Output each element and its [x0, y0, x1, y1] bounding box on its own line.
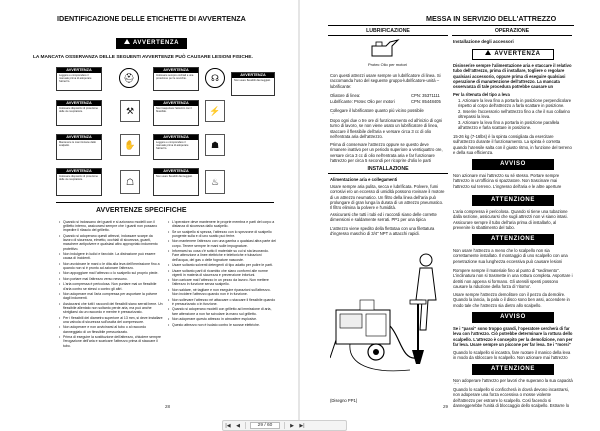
bullet-item — [168, 317, 276, 321]
paragraph-3: Quando lo scalpello si incastra, fare ruotare il manico della leva in modo da sbloccare lo scalpello. Non azionare mai l'attrezzo — [453, 350, 571, 361]
box-text: Indossare dispositivi di protezione delle vie respiratorie. — [59, 175, 98, 182]
next-page-icon: ▶ — [290, 422, 294, 429]
step-1: 1. Azionare la leva fino a portarla in posizione perpendicolare rispetto al corpo dell'attrezzo a farla scattare in posizione. — [458, 98, 572, 108]
right-page — [300, 0, 600, 420]
bullet-dot: • — [59, 325, 61, 330]
bullet-text: Non mantenere l'attrezzo con una gamba o qualsiasi altra parte del corpo. Tenere sempre le mani sulle impugnature. — [172, 239, 276, 248]
hand-icon: ✋ — [120, 134, 140, 156]
bullets-column-2 — [168, 220, 276, 415]
paragraph-1: Rompere sempre il materiale fino al punto di "sedimento". L'inclinatura non si trasmette in una rottura completa. Asportare i detriti non appena si formano. Gli utensili spenti possono causare la riduzione della forza di 'ritorno'. — [453, 268, 573, 289]
step-3: 3. Azionare la leva fino a portarla in posizione parallela all'attrezzo e farla scattare in posizione. — [458, 120, 560, 130]
bullet-item — [168, 249, 276, 262]
paragraph-4: Quando lo scalpello si conficcherà in dovrà devono incastrarsi, non adoperare una forza eccessiva o mosse violente dell'attrezzo per estrarre lo scalpello. Così facendo si danneggerebbe l'unità di bloccaggio dello scalpello. Estrarre lo — [453, 387, 570, 408]
warning-label-box — [153, 168, 199, 196]
caution-text-2: Non usare l'attrezzo a meno che lo scalpello non sia correttamente installato. Il montaggio di uno scalpello con una penetrazione sua lunghezza eccessiva può causare lesioni — [453, 248, 568, 264]
warning-banner — [472, 49, 554, 60]
lubricator-label: Oliatore di linea: — [330, 93, 361, 98]
box-header: AVVERTENZA — [154, 135, 198, 140]
oil-can-icon — [368, 38, 402, 60]
bullet-text: Non portare mai l'attrezzo verso nessuno. — [63, 276, 128, 281]
goggles-helmet-icon: ⛑ — [119, 68, 139, 88]
bullet-item — [59, 252, 163, 260]
caution-banner-2: ATTENZIONE — [472, 234, 554, 245]
bullet-item — [59, 234, 163, 251]
page-number-input[interactable]: 29 / 60 — [250, 422, 280, 429]
bullet-dot: • — [59, 276, 61, 281]
bullet-dot: • — [168, 268, 170, 273]
bullet-text: Non saldare, né tagliare e non eseguire riparazioni sull'attrezzo. Non incidere l'attrezzo quando non è in funzione. — [172, 287, 271, 297]
box-text: Non usare flessibili danneggiati. — [156, 175, 193, 178]
warning-label-box — [153, 67, 199, 91]
accessories-title: Installazione degli accessori — [453, 39, 514, 44]
bullet-dot: • — [168, 249, 170, 254]
lubrication-text-4: Prima di conservare l'attrezzo oppure se questo deve rimanere inattivo per un periodo superiore a ventiquattro ore, versare circa 3 cc di olio nell'entrata aria e far funzionare l'attrezzo per circa 5 secondi per ricoprire d'olio le parti — [330, 142, 443, 163]
bullet-item — [168, 323, 276, 327]
bullet-item — [168, 220, 276, 228]
col-divider — [328, 173, 448, 174]
bullet-dot: • — [168, 317, 170, 322]
operator-icon: ☖ — [120, 170, 140, 194]
box-text: Indossare sempre occhiali e una protezione per le orecchie. — [156, 74, 194, 81]
lubrication-text: Con questi attrezzi usare sempre un lubrificatore di linea. Si raccomanda l'uso del seguente gruppo-lubrificatore-unità – lubrificante: — [330, 73, 441, 89]
notice-banner-2: AVVISO — [472, 312, 554, 323]
person-drilling-icon: ⚒ — [120, 100, 140, 122]
lubricator-value: CPN: 35371111 — [411, 93, 440, 98]
bullet-dot: • — [168, 278, 170, 283]
bullet-text: Questo attrezzo non è isolato contro le scosse elettriche. — [172, 322, 260, 327]
air-supply-text-2: Assicurarsi che tutti i tubi ed i raccordi siano delle corrette dimensioni e saldamente serrati. PP1 per una tipica — [330, 212, 437, 223]
oil-label: Lubrificante: Protec Olio per motori — [330, 99, 395, 104]
warning-label-box — [56, 134, 102, 160]
bullets-column-1 — [59, 220, 163, 415]
box-header: AVVERTENZA — [154, 101, 198, 106]
box-header: AVVERTENZA — [57, 169, 101, 174]
lubrication-header: LUBRIFICAZIONE — [366, 28, 410, 34]
lubrication-text-2: Collegare il lubrificatore quanto più vicino possibile — [330, 108, 424, 113]
paragraph-2: Usare sempre l'attrezzo demolitore con il pezzo da demolire. Quando la lancia, la pala o il disco sono ben assi, accendere in modo tale che l'attrezzo sia dietro allo scalpello. — [453, 292, 570, 308]
bullet-text: Quando si adoperano questi attrezzi, indossare scarpe da lavoro di sicurezza, elmetto, occhiali di sicurezza, guanti, maschere antipolvere e qualsiasi altro appropriato indumento protettivo. — [63, 233, 158, 251]
bullet-dot: • — [59, 261, 61, 266]
first-page-button[interactable] — [223, 421, 233, 430]
warning-label-box — [153, 100, 199, 126]
bullet-dot: • — [168, 287, 170, 292]
thrust-note: 15-26 kg (7-16lbs) è la spinta consigliata da esercitare sull'attrezzo durante il funzionamento. La spinta è corretta quando l'utensile salta con il giusto ritmo, in funzione del terreno e della sua efficienza. — [453, 134, 572, 155]
bullet-text: Usare soltanto parti di ricambio che siano conformi alle norme vigenti in materia di sicurezza e prevenzione infortuni. — [172, 268, 268, 277]
section-divider — [56, 202, 274, 203]
bullet-text: Quando si indossano dei guanti e si azionano modelli con il grilletto interno, assicurarsi sempre che i guanti non possano impedire il rilascio del grilletto. — [63, 220, 158, 233]
notice-banner: AVVISO — [472, 159, 554, 170]
ear-protection-icon: ☊ — [205, 68, 225, 88]
warning-banner-label: AVVERTENZA — [132, 40, 180, 46]
bullet-dot: • — [59, 335, 61, 340]
installation-header: INSTALLAZIONE — [367, 166, 409, 172]
box-header: AVVERTENZA — [154, 169, 198, 174]
air-supply-text-3: L'attrezzo viene spedito della flettotaa con una filettatura d'ingresso maschio di 3/4" NPT a attacchi rapidi. — [330, 226, 435, 237]
bullet-item — [168, 269, 276, 277]
bullet-dot: • — [168, 229, 170, 234]
bullet-item — [59, 220, 163, 233]
bullet-text: L'operatore deve mantenere le proprie membra e parti del corpo a distanza di sicurezza dallo scalpello. — [172, 220, 275, 229]
bullet-item — [168, 230, 276, 238]
caution-text-1: L'aria compressa è pericolosa. Quando si tiene una tubazione dalla sezione, assicurarsi che sugli attrezzi non vi siano intasi. Assicurare sempre il tubo dell'aria prima di installarlo, al prevenire lo sbattimento del tubo. — [453, 209, 568, 230]
bullet-dot: • — [59, 220, 61, 224]
compressor-diagram — [330, 240, 448, 392]
bullet-item — [59, 277, 163, 281]
warning-label-box — [56, 100, 102, 126]
bullet-text: Prima di eseguire la sostituzione dell'attrezzo, chiudere sempre l'erogazione dell'aria e scaricare l'attrezzo prima di staccare il tubo. — [63, 335, 161, 348]
warning-label-box — [56, 67, 102, 91]
first-page-icon: |◀ — [225, 422, 231, 429]
bullet-dot: • — [59, 252, 61, 257]
lever-retainer-title: Per la ritenuta del tipo a leva — [453, 92, 510, 97]
bullet-item — [168, 278, 276, 286]
bullet-text: Informarsi su cosa c'è sotto il materiale su cui si sta lavorando. Fare attenzione a linee elettriche e telefoniche e tubazioni dell'acqua, del gas o delle fognature nascoste. — [172, 249, 269, 262]
left-page — [0, 0, 300, 420]
bullet-item — [168, 288, 276, 296]
bullet-text: Assicurarsi che tutti i raccordi dei flessibili siano serrati bene. Un flessibile allentato non soltanto perde aria, ma può anche sbrigliarsi da un raccordo e mentre è pressurizzato. — [63, 301, 163, 315]
notice-text-2: Se i "passi" sono troppo grandi, l'operatore cercherà di far leva con l'attrezzo. Ciò potrebbe determinare la rottura dello scalpello. L'attrezzo è concepito per la demolizione, non per far leva. Usare sempre un piccone per far leva. Se i "morsi" — [453, 326, 573, 347]
bullet-dot: • — [168, 322, 170, 327]
caution-banner-3: ATTENZIONE — [472, 364, 554, 375]
operation-header: OPERAZIONE — [494, 28, 530, 34]
box-header: AVVERTENZA — [57, 135, 101, 140]
page-number: 29 — [443, 404, 449, 409]
warning-banner — [116, 38, 187, 49]
bullet-text: Non appoggiare mai l'attrezzo o lo scalpello sul proprio piede. — [63, 271, 159, 276]
bullet-item — [59, 262, 163, 270]
notice-text-1: Non azionare mai l'attrezzo su sé stesso. Portare sempre l'attrezzo in un'officina si spazzatore. Non trascinare mai l'attrezzo sul terreno. L'ingresso dell'aria e le altre aperture — [453, 173, 562, 189]
warning-label-box — [153, 134, 199, 160]
bullet-dot: • — [59, 292, 61, 297]
warning-label-box — [56, 168, 102, 196]
bullet-dot: • — [59, 271, 61, 276]
bullet-dot: • — [168, 297, 170, 302]
bullet-item — [168, 307, 276, 315]
bullet-text: Non sollevare l'attrezzo né attaccare o staccare il flessibile quando è pressurizzato o in funzione. — [172, 297, 276, 306]
fire-hazard-icon: ♨ — [205, 170, 225, 194]
caution-text-3: Non adoperare l'attrezzo per lavori che superano la sua capacità — [453, 378, 573, 383]
bullet-text: Se un scalpello si spezza, l'attrezzo con lo spezzone di scalpello pungente sulla e di uno scatto può ferire. — [172, 229, 272, 238]
bullet-text: Non indulgere in ludici e fanciole. La distrazione può essere causa di incidenti. — [63, 252, 156, 261]
bullet-item — [59, 292, 163, 300]
next-page-button[interactable] — [287, 421, 297, 430]
warning-label-box — [231, 72, 275, 96]
diagram-caption: (Disegno PP1) — [330, 398, 358, 403]
bullet-dot: • — [168, 220, 170, 224]
page-title: MESSA IN SERVIZIO DELL'ATTREZZO — [426, 14, 557, 23]
box-text: Leggere e comprendere il manuale prima di adoperare l'attrezzo. — [59, 74, 92, 84]
last-page-icon: ▶| — [299, 422, 305, 429]
box-text: Indossare dispositivi di protezione delle vie respiratorie. — [59, 107, 98, 114]
bullet-text: Per i flessibili del diametro superiore ai 13 mm, si deve installare una valvola di sicurezza sull'uscita del compressore. — [63, 315, 163, 324]
bullet-text: Usare soltanto solventi detergenti di tipo adatto per pulire le parti. — [172, 263, 273, 268]
caution-banner-1: ATTENZIONE — [472, 195, 554, 206]
col-divider — [328, 35, 448, 36]
box-text: Non usare flessibili danneggiati. — [234, 79, 271, 82]
toolbar-separator — [245, 422, 246, 429]
bullet-text: Non adoperare e non avvicinarsi al tubo o al raccordo danneggiato di un flessibile pressurizzato. — [63, 325, 147, 334]
bullet-item — [59, 335, 163, 348]
prev-page-button[interactable] — [233, 421, 243, 430]
bullet-item — [59, 302, 163, 315]
bullet-text: Quando si adoperano modelli con grilletto ad immissione di aria, fare attenzione a non far scivolare la mano sul grilletto. — [172, 307, 272, 316]
bullet-item — [59, 282, 163, 290]
warning-subtitle: LA MANCATA OSSERVANZA DELLE SEGUENTI AVVERTENZE PUÒ CAUSARE LESIONI FISICHE. — [33, 55, 253, 60]
step-2: 2. Inserire l'accessorio nell'attrezzo fino a che il suo collarino oltrepassi la leva. — [458, 109, 570, 119]
box-text: Mantenere le mani lontane dallo scalpello. — [59, 141, 96, 148]
box-header: AVVERTENZA — [154, 68, 198, 73]
bullet-item — [168, 239, 276, 247]
bullet-text: L'aria compressa è pericolosa. Non puntare mai un flessibile d'aria contro se stessi o contro gli altri. — [63, 282, 157, 291]
section-title: AVVERTENZE SPECIFICHE — [96, 207, 187, 214]
bullet-dot: • — [168, 263, 170, 268]
box-text: Leggere e comprendere il manuale prima di adoperare l'attrezzo. — [156, 141, 189, 151]
bullet-dot: • — [59, 315, 61, 320]
title-divider — [328, 25, 574, 26]
warning-banner-label: AVVERTENZA — [494, 51, 541, 57]
box-header: AVVERTENZA — [232, 73, 274, 78]
figure-icon: ☗ — [205, 134, 225, 156]
box-header: AVVERTENZA — [57, 101, 101, 106]
bullet-text: Non adoperare questo attrezzo in atmosfere esplosive. — [172, 317, 258, 322]
box-text: Non trasportare l'attrezzo con il flessibile. — [156, 107, 192, 114]
lubrication-text-3: Dopo ogni due o tre ore di funzionamento ed all'inizio di ogni turno di lavoro, se non viene usato un lubrificatore di linea, staccare il flessibile dell'aria e versare circa 3 cc di olio nell'entrata aria dell'attrezzo. — [330, 118, 443, 139]
bullet-dot: • — [168, 239, 170, 244]
bullet-item — [168, 263, 276, 267]
bullet-item — [59, 271, 163, 275]
bullet-text: Non adoperare mai l'aria compressa per asportare la polvere dagli indumenti. — [63, 292, 158, 301]
toolbar-separator — [284, 422, 285, 429]
oil-value: CPN: 85448405 — [411, 99, 441, 104]
accessory-warning-text: Disinserire sempre l'alimentazione aria e staccare il relativo tubo dell'attrezzo, prima di installare, togliere o regolare qualsiasi accessorio, oppure prima di eseguire qualsiasi operazione di manutenzione dell'attrezzo. La mancata osservanza di tale procedura potrebbe causare un — [453, 63, 572, 89]
bullet-item — [168, 298, 276, 306]
bullet-dot: • — [59, 301, 61, 306]
oil-caption: Protec Olio per motori — [368, 62, 407, 67]
bullet-dot: • — [59, 233, 61, 238]
bullet-dot: • — [168, 307, 170, 312]
box-header: AVVERTENZA — [57, 68, 101, 73]
col-divider — [452, 35, 572, 36]
warning-triangle-icon — [485, 50, 491, 55]
bullet-item — [59, 316, 163, 324]
pdf-page-toolbar — [222, 420, 347, 431]
bullet-dot: • — [59, 282, 61, 287]
last-page-button[interactable] — [297, 421, 307, 430]
bullet-item — [59, 325, 163, 333]
page-number: 28 — [165, 404, 171, 409]
air-supply-text: Usare sempre aria pulita, secca e lubrificata. Polvere, fumi corrosivi e/o un eccesso di umidità possono rovinare il motore di un attrezzo neumatico. Un filtro della linea dell'aria può prolungare di gran lunga la durata di un attrezzo pneumatico. Il filtro elimina la polvere e l'umidità. — [330, 184, 445, 210]
warning-triangle-icon — [124, 39, 130, 44]
page-title: IDENTIFICAZIONE DELLE ETICHETTE DI AVVERTENZA — [57, 14, 246, 23]
bullet-text: Non avvicinare le mani o le dita alla leva dell'immissione fino a quando non si è pronto ad azionare l'attrezzo. — [63, 261, 160, 270]
prev-page-icon: ◀ — [236, 422, 240, 429]
hose-icon: ⚡ — [205, 100, 225, 122]
air-supply-title: Alimentazione aria e collegamenti — [330, 177, 398, 182]
bullet-text: Non caricare mai l'attrezzo in un pezzo da lavoro. Non mettere l'attrezzo in funzione senza scalpello. — [172, 278, 269, 287]
